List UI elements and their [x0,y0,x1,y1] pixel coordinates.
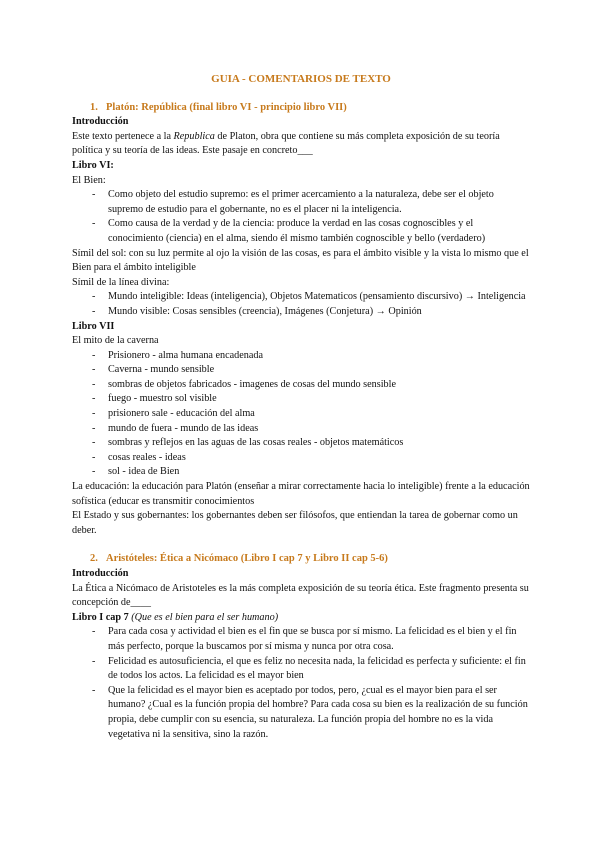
list-item: - Como objeto del estudio supremo: es el primer acercamiento a la naturaleza, debe ser el objeto supremo de estudio para el gobernante, no es el placer ni la inteligencia. [92,189,494,215]
linea-list [72,290,530,319]
list-item: - Para cada cosa y actividad el bien es el fin que se busca por sí mismo. La felicidad es el bien y el fin más perfecto, porque la buscamos por sí misma y nunca por otra cosa. [92,626,517,652]
section-2-title [72,552,530,567]
intro-paragraph-1 [72,130,530,159]
intro-text-b: de Platon, obra que contiene su más completa exposición de su teoría política y su teoría de las ideas. Este pasaje en concreto___ [72,130,500,157]
list-item: - sol - idea de Bien [92,466,180,478]
list-item: - Caverna - mundo sensible [92,364,215,376]
list-item: - mundo de fuera - mundo de las ideas [92,422,259,434]
libro-vi-heading: Libro VI: [72,159,114,171]
section-1-number: 1. [90,101,98,113]
libro-i-subtitle: (Que es el bien para el ser humano) [131,611,279,623]
list-item: - sombras de objetos fabricados - imagenes de cosas del mundo sensible [92,378,397,390]
list-item: - Mundo visible: Cosas sensibles (creencia), Imágenes (Conjetura) → Opinión [92,305,422,317]
libro-i-list [72,625,530,742]
bien-list [72,188,530,246]
list-item: - sombras y reflejos en las aguas de las cosas reales - objetos matemáticos [92,437,404,449]
section-2-heading: Aristóteles: Ética a Nicómaco (Libro I cap 7 y Libro II cap 5-6) [106,553,388,565]
simil-sol: Símil del sol: con su luz permite al ojo la visión de las cosas, es para el ámbito visible y la vista lo mismo que el Bien para el ámbito inteligible [72,247,529,274]
section-2-number: 2. [90,553,98,565]
libro-i-label: Libro I cap 7 [72,611,129,623]
list-item: - prisionero sale - educación del alma [92,408,255,420]
document-title: GUIA - COMENTARIOS DE TEXTO [211,73,391,85]
list-item: - Que la felicidad es el mayor bien es aceptado por todos, pero, ¿cual es el mayor bien para el ser humano? ¿Cual es la función propia del hombre? Para cada cosa su bien es la realización de su función propia, debe cumplir con su esencia, su naturaleza. La función propia del hombre no es la vida vegetativa ni la sensitiva, sino la razón. [92,684,528,740]
caverna-label: El mito de la caverna [72,335,159,347]
intro-text-em: Republica [173,130,215,142]
intro-heading-2: Introducción [72,568,129,579]
educacion-paragraph: La educación: la educación para Platón (enseñar a mirar correctamente hacia lo inteligible) frente a la educación sofística (educar es transmitir conocimientos [72,481,530,507]
libro-i-heading [72,611,530,626]
estado-paragraph: El Estado y sus gobernantes: los gobernantes deben ser filósofos, que entiendan la tarea de gobernar como un deber. [72,510,518,536]
list-item: - Como causa de la verdad y de la ciencia: produce la verdad en las cosas cognoscibles y el conocimiento (ciencia) en el alma, siendo él mismo también cognoscible y bello (verdadero) [92,218,486,244]
list-item: - Mundo inteligible: Ideas (inteligencia), Objetos Matematicos (pensamiento discursivo) → Inteligencia [92,291,526,303]
simil-linea: Símil de la línea divina: [72,276,170,288]
section-1-heading: Platón: República (final libro VI - principio libro VII) [106,101,347,113]
bien-label: El Bien: [72,174,106,186]
caverna-list [72,349,530,480]
list-item: - fuego - muestro sol visible [92,393,217,405]
list-item: - Prisionero - alma humana encadenada [92,349,264,361]
intro-text-a: Este texto pertenece a la [72,130,174,142]
section-1-title [72,101,530,116]
list-item: - cosas reales - ideas [92,451,186,463]
intro-paragraph-2: La Ética a Nicómaco de Aristoteles es la más completa exposición de su teoría ética. Este fragmento presenta su concepción de____ [72,582,529,609]
intro-heading-1: Introducción [72,116,129,128]
libro-vii-heading: Libro VII [72,320,115,332]
list-item: - Felicidad es autosuficiencia, el que es feliz no necesita nada, la felicidad es perfecta y suficiente: el fin de todos los actos. La felicidad es el mayor bien [92,655,526,682]
